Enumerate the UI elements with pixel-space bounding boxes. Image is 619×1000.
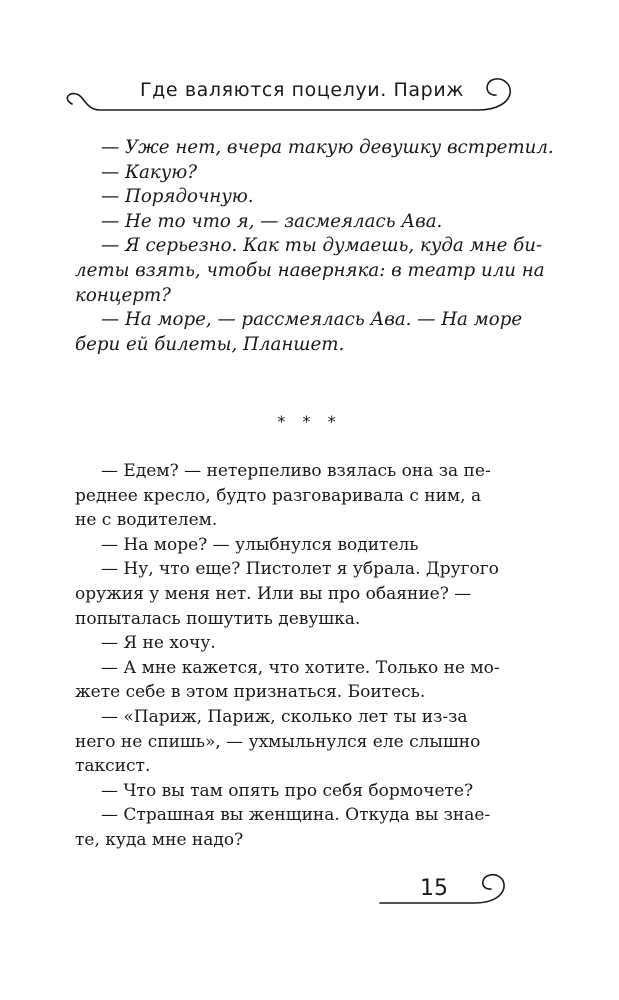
- text-line: — Что вы там опять про себя бормочете?: [101, 780, 474, 801]
- text-line: — Я серьезно. Как ты думаешь, куда мне би-: [101, 235, 543, 257]
- page-number: 15: [420, 876, 448, 901]
- running-header-title: Где валяются поцелуи. Париж: [140, 79, 464, 101]
- text-line: — А мне кажется, что хотите. Только не мо-: [101, 657, 500, 678]
- text-line: — На море, — рассмеялась Ава. — На море: [101, 309, 523, 331]
- text-line: — «Париж, Париж, сколько лет ты из-за: [101, 706, 468, 727]
- text-line: — Я не хочу.: [101, 633, 216, 654]
- text-line: — Какую?: [101, 161, 198, 183]
- text-line: попыталась пошутить девушка.: [75, 608, 361, 629]
- text-line: — Не то что я, — засмеялась Ава.: [101, 210, 443, 232]
- text-line: леты взять, чтобы наверняка: в театр или на: [75, 259, 545, 281]
- text-line: жете себе в этом признаться. Боитесь.: [75, 682, 426, 703]
- text-line: него не спишь», — ухмыльнулся еле слышно: [75, 731, 481, 752]
- dialogue-text-block: [75, 459, 509, 853]
- text-line: реднее кресло, будто разговаривала с ним, а: [75, 485, 482, 506]
- text-line: те, куда мне надо?: [75, 829, 244, 850]
- text-line: концерт?: [75, 284, 171, 306]
- text-line: оружия у меня нет. Или вы про обаяние? —: [75, 583, 472, 604]
- text-line: — На море? — улыбнулся водитель: [101, 534, 419, 555]
- text-line: — Ну, что еще? Пистолет я убрала. Другого: [101, 559, 499, 580]
- text-line: бери ей билеты, Планшет.: [75, 333, 345, 355]
- text-line: не с водителем.: [75, 510, 218, 531]
- section-separator: * * *: [277, 412, 342, 431]
- italic-dialogue-block: [75, 136, 554, 357]
- text-line: — Страшная вы женщина. Откуда вы знае-: [101, 805, 491, 826]
- text-line: — Уже нет, вчера такую девушку встретил.: [101, 137, 554, 158]
- footer-flourish-icon: [0, 860, 619, 940]
- text-line: — Порядочную.: [101, 186, 254, 208]
- text-line: — Едем? — нетерпеливо взялась она за пе-: [101, 461, 491, 481]
- text-line: таксист.: [75, 756, 151, 777]
